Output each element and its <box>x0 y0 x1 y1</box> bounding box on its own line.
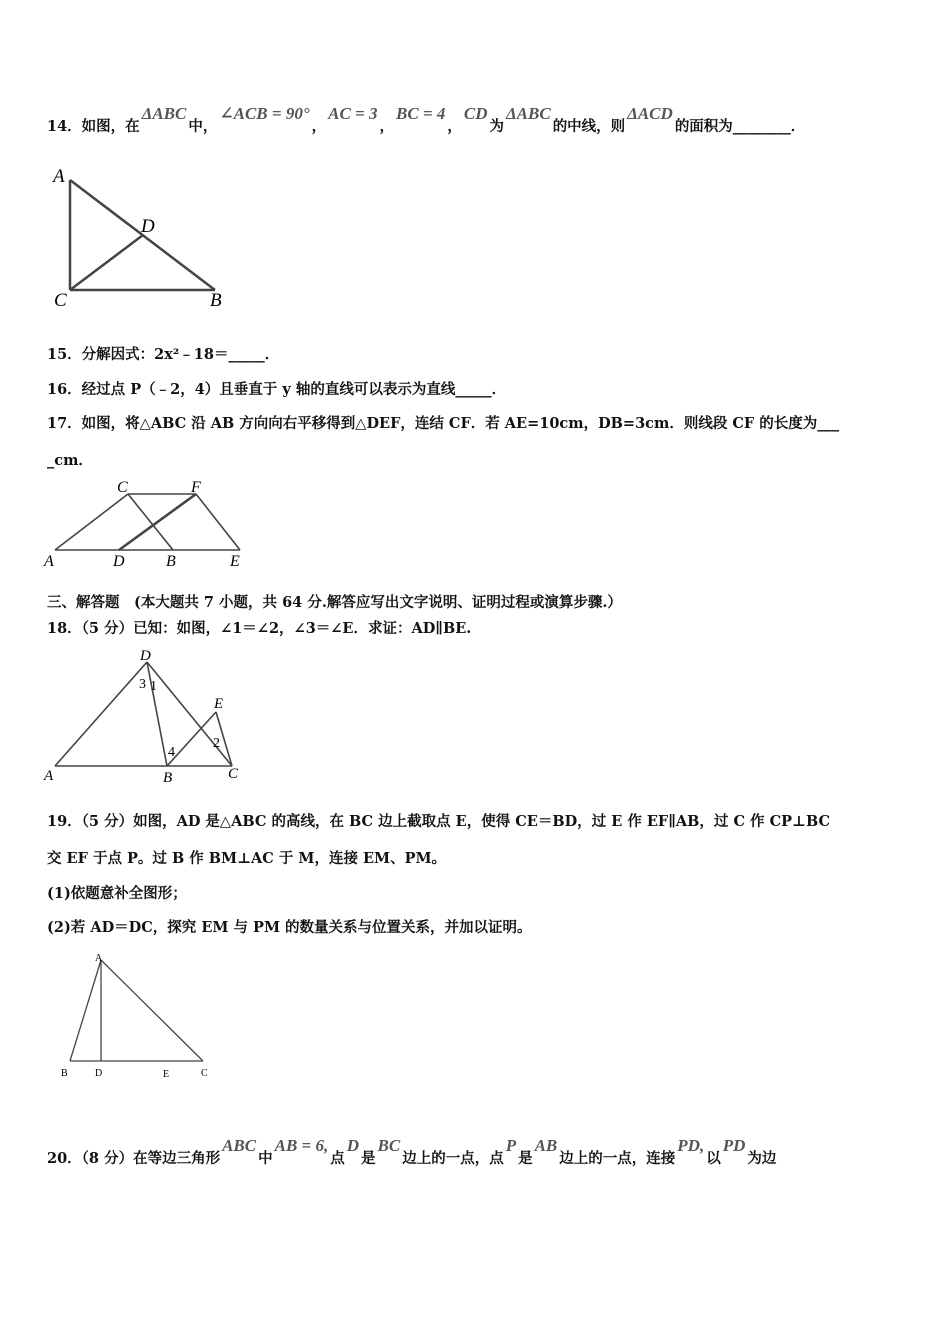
q17-figure <box>40 478 250 572</box>
angle-1: 1 <box>150 679 157 694</box>
math-bc: BC = 4 <box>396 104 446 123</box>
label-b: B <box>166 553 176 570</box>
q17-line1: 17．如图，将△ABC 沿 AB 方向向右平移得到△DEF，连结 CF．若 AE=10cm，DB=3cm．则线段 CF 的长度为___ <box>47 415 840 432</box>
section-3-heading: 三、解答题 (本大题共 7 小题，共 64 分.解答应写出文字说明、证明过程或演算步骤.） <box>47 594 622 611</box>
q18-text: 18．（5 分）已知：如图，∠1＝∠2，∠3＝∠E．求证：AD∥BE. <box>47 620 472 637</box>
label-c: C <box>117 479 128 496</box>
math-abc-2: ΔABC <box>506 104 551 123</box>
label-d: D <box>141 216 155 237</box>
label-d: D <box>95 1068 103 1079</box>
q19-figure <box>55 948 220 1083</box>
q14-text: 14．如图，在ΔABC中，∠ACB = 90°，AC = 3，BC = 4，CD为ΔABC的中线，则ΔACD的面积为________． <box>47 104 806 135</box>
label-c: C <box>201 1068 208 1079</box>
q19-line1: 19．（5 分）如图，AD 是△ABC 的高线，在 BC 边上截取点 E，使得 CE＝BD，过 E 作 EF∥AB，过 C 作 CP⊥BC <box>47 813 831 830</box>
angle-3: 3 <box>139 677 146 692</box>
label-d: D <box>140 648 151 664</box>
angle-2: 2 <box>213 736 220 751</box>
q20-text: 20．（8 分）在等边三角形ABC中AB = 6,点D是BC边上的一点，点P是AB边上的一点，连接PD,以PD为边 <box>47 1136 777 1167</box>
q19-sub1: (1)依题意补全图形； <box>47 885 187 902</box>
math-abc: ABC <box>222 1136 257 1155</box>
label-a: A <box>95 953 103 964</box>
label-e: E <box>230 553 240 570</box>
q19-line2: 交 EF 于点 P。过 B 作 BM⊥AC 于 M，连接 EM、PM。 <box>47 850 447 867</box>
label-a: A <box>53 166 65 187</box>
angle-4: 4 <box>168 745 175 760</box>
math-p: P <box>505 1136 517 1155</box>
label-b: B <box>61 1068 68 1079</box>
math-ab-6: AB = 6, <box>274 1136 329 1155</box>
q19-sub2: (2)若 AD＝DC，探究 EM 与 PM 的数量关系与位置关系，并加以证明。 <box>47 919 532 936</box>
label-b: B <box>163 770 173 786</box>
math-abc: ΔABC <box>141 104 187 123</box>
math-acd: ΔACD <box>627 104 673 123</box>
math-d: D <box>346 1136 360 1155</box>
math-pd-2: PD <box>722 1136 746 1155</box>
label-e: E <box>163 1069 170 1080</box>
math-angle: ∠ACB = 90° <box>219 104 310 123</box>
q14-figure <box>48 160 238 315</box>
label-c: C <box>54 290 67 311</box>
q17-line2: _cm． <box>47 452 93 469</box>
label-c: C <box>228 766 239 782</box>
label-e: E <box>214 696 224 712</box>
label-b: B <box>210 290 222 311</box>
q16-text: 16．经过点 P（﹣2，4）且垂直于 y 轴的直线可以表示为直线_____． <box>47 381 507 398</box>
q15-text: 15．分解因式：2x²﹣18＝_____． <box>47 346 280 363</box>
label-a: A <box>44 553 54 570</box>
math-bc: BC <box>377 1136 401 1155</box>
math-cd: CD <box>463 104 488 123</box>
label-a: A <box>44 768 54 784</box>
label-d: D <box>113 553 125 570</box>
math-ab: AB <box>534 1136 558 1155</box>
math-ac: AC = 3 <box>328 104 378 123</box>
q18-figure <box>40 644 250 786</box>
math-pd: PD, <box>677 1136 705 1155</box>
label-f: F <box>191 479 201 496</box>
